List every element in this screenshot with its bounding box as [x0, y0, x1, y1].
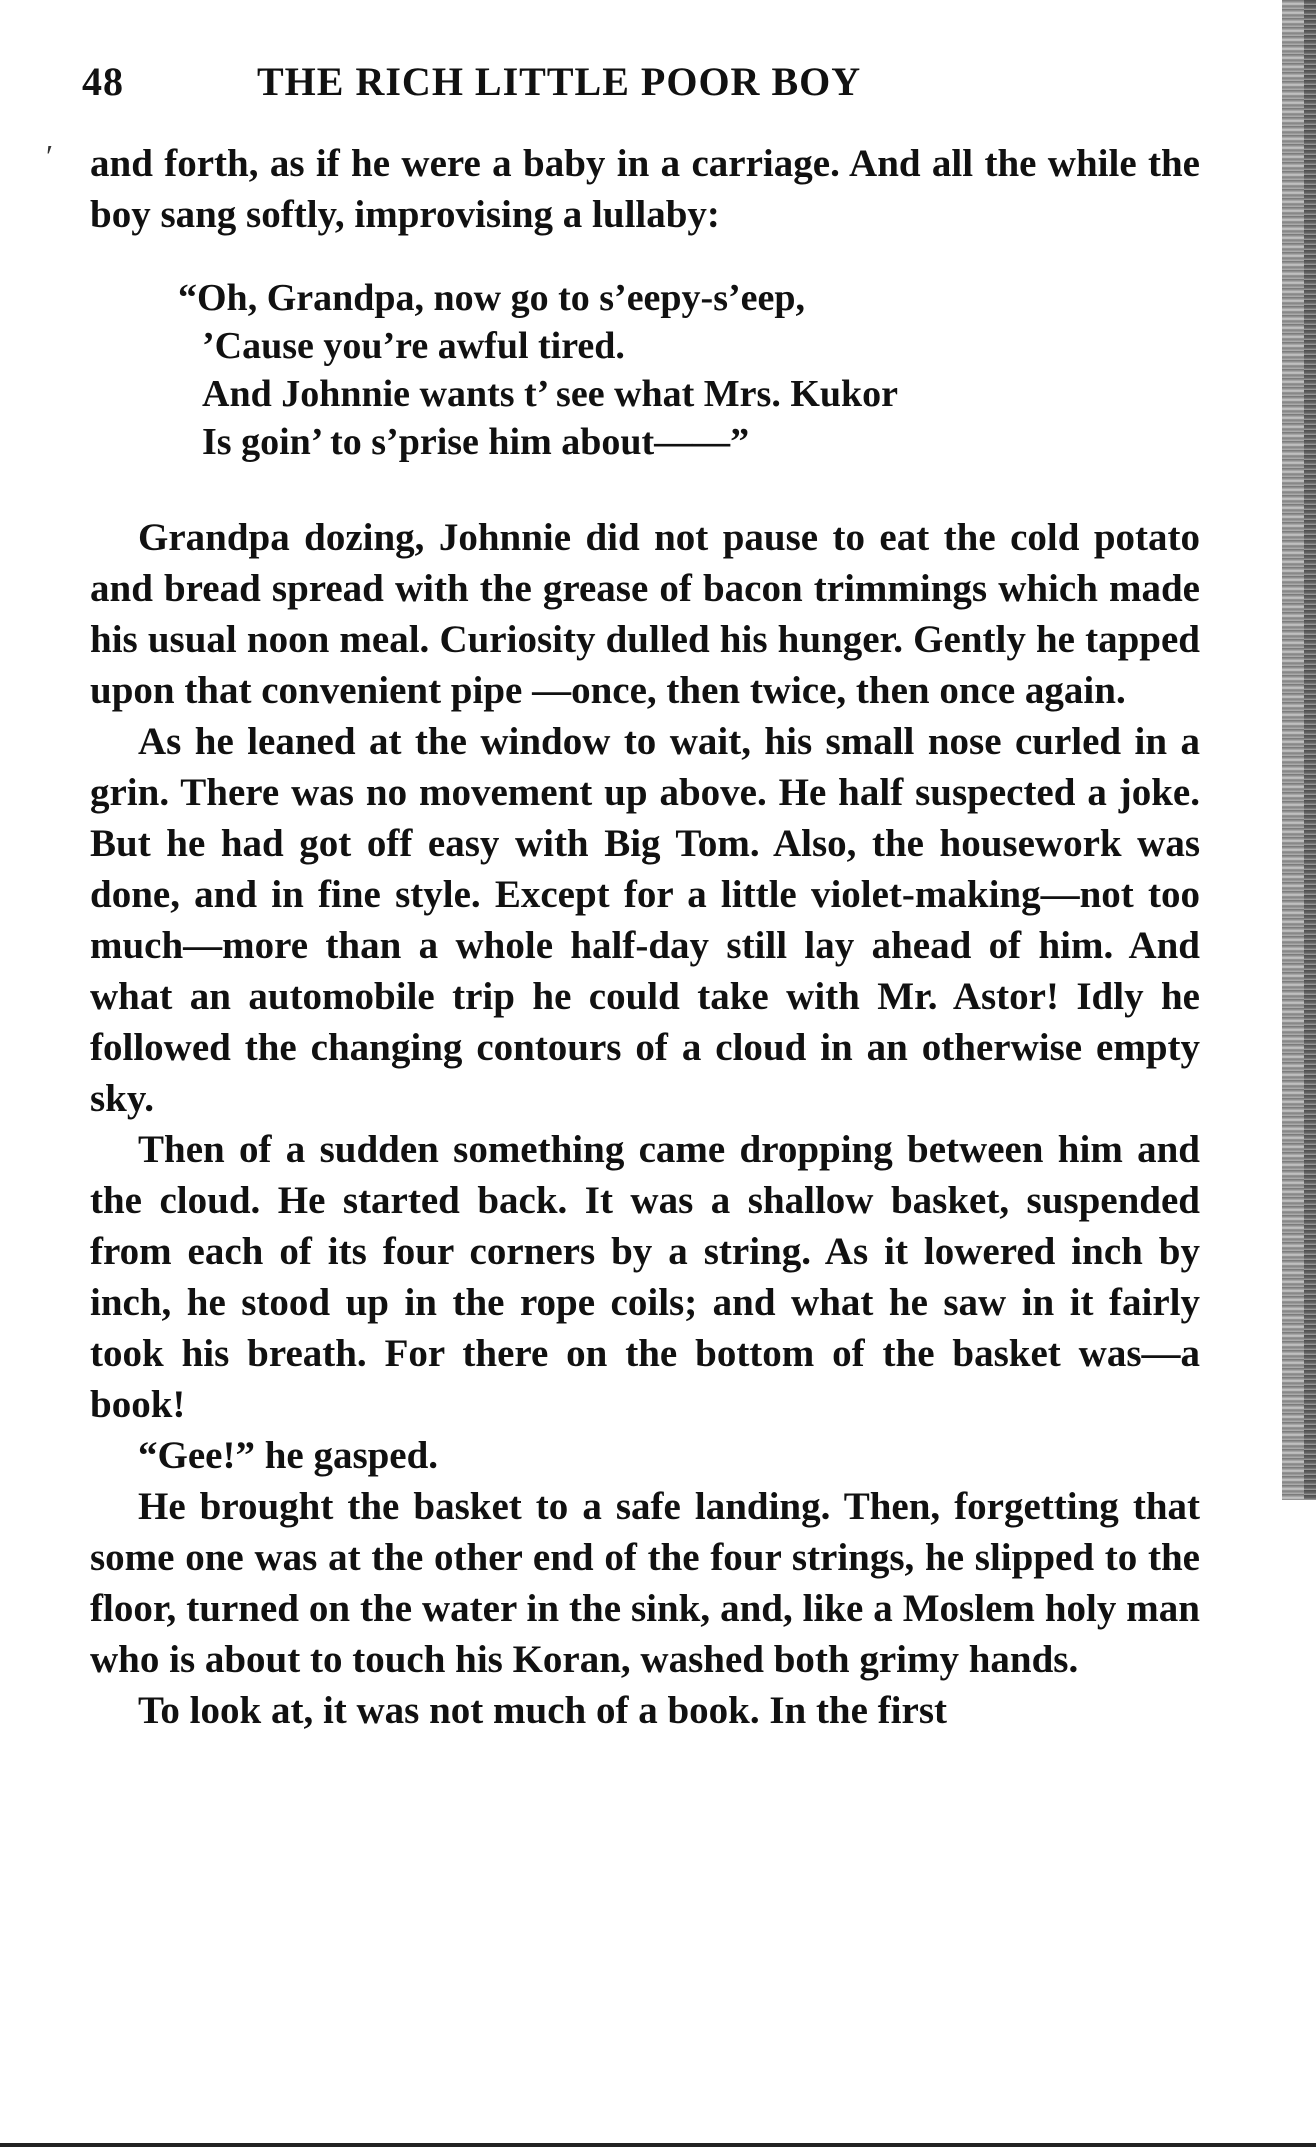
paragraph-continues: To look at, it was not much of a book. In the first: [138, 1689, 947, 1732]
verse-line: Is goin’ to s’prise him about——”: [202, 421, 750, 463]
paragraph: He brought the basket to a safe landing. Then, forgetting that some one was at the other end of the four strings, he slipped to the floor, turned on the water in the sink, and, like a Moslem holy man who is about to touch his Koran, washed both grimy hands.: [90, 1485, 1200, 1681]
lullaby-verse: [178, 274, 1200, 466]
verse-line: ’Cause you’re awful tired.: [202, 325, 625, 367]
page-number: 48: [82, 59, 124, 104]
body-text: [90, 138, 1200, 1736]
paragraph: As he leaned at the window to wait, his small nose curled in a grin. There was no movement up above. He half suspected a joke. But he had got off easy with Big Tom. Also, the housework was done, and in fine style. Except for a little violet-making—not too much—more than a whole half-day still lay ahead of him. And what an automobile trip he could take with Mr. Astor! Idly he followed the changing contours of a cloud in an otherwise empty sky.: [90, 720, 1200, 1120]
verse-line: “Oh, Grandpa, now go to s’eepy-s’eep,: [178, 277, 806, 319]
verse-line: And Johnnie wants t’ see what Mrs. Kukor: [202, 373, 899, 415]
paragraph: Grandpa dozing, Johnnie did not pause to eat the cold potato and bread spread with the grease of bacon trimmings which made his usual noon meal. Curiosity dulled his hunger. Gently he tapped upon that convenient pipe —once, then twice, then once again.: [90, 516, 1200, 712]
running-head: [82, 58, 1212, 108]
paragraph-continued: and forth, as if he were a baby in a carriage. And all the while the boy sang softly, improvising a lullaby:: [90, 142, 1200, 236]
paragraph: Then of a sudden something came dropping between him and the cloud. He started back. It was a shallow basket, suspended from each of its four corners by a string. As it lowered inch by inch, he stood up in the rope coils; and what he saw in it fairly took his breath. For there on the bottom of the basket was—a book!: [90, 1128, 1200, 1426]
book-title: THE RICH LITTLE POOR BOY: [257, 59, 862, 104]
scan-edge-shadow: [1282, 0, 1316, 1500]
paragraph: “Gee!” he gasped.: [138, 1434, 439, 1477]
bottom-scan-line: [0, 2143, 1316, 2147]
margin-tick: ′: [46, 138, 53, 174]
